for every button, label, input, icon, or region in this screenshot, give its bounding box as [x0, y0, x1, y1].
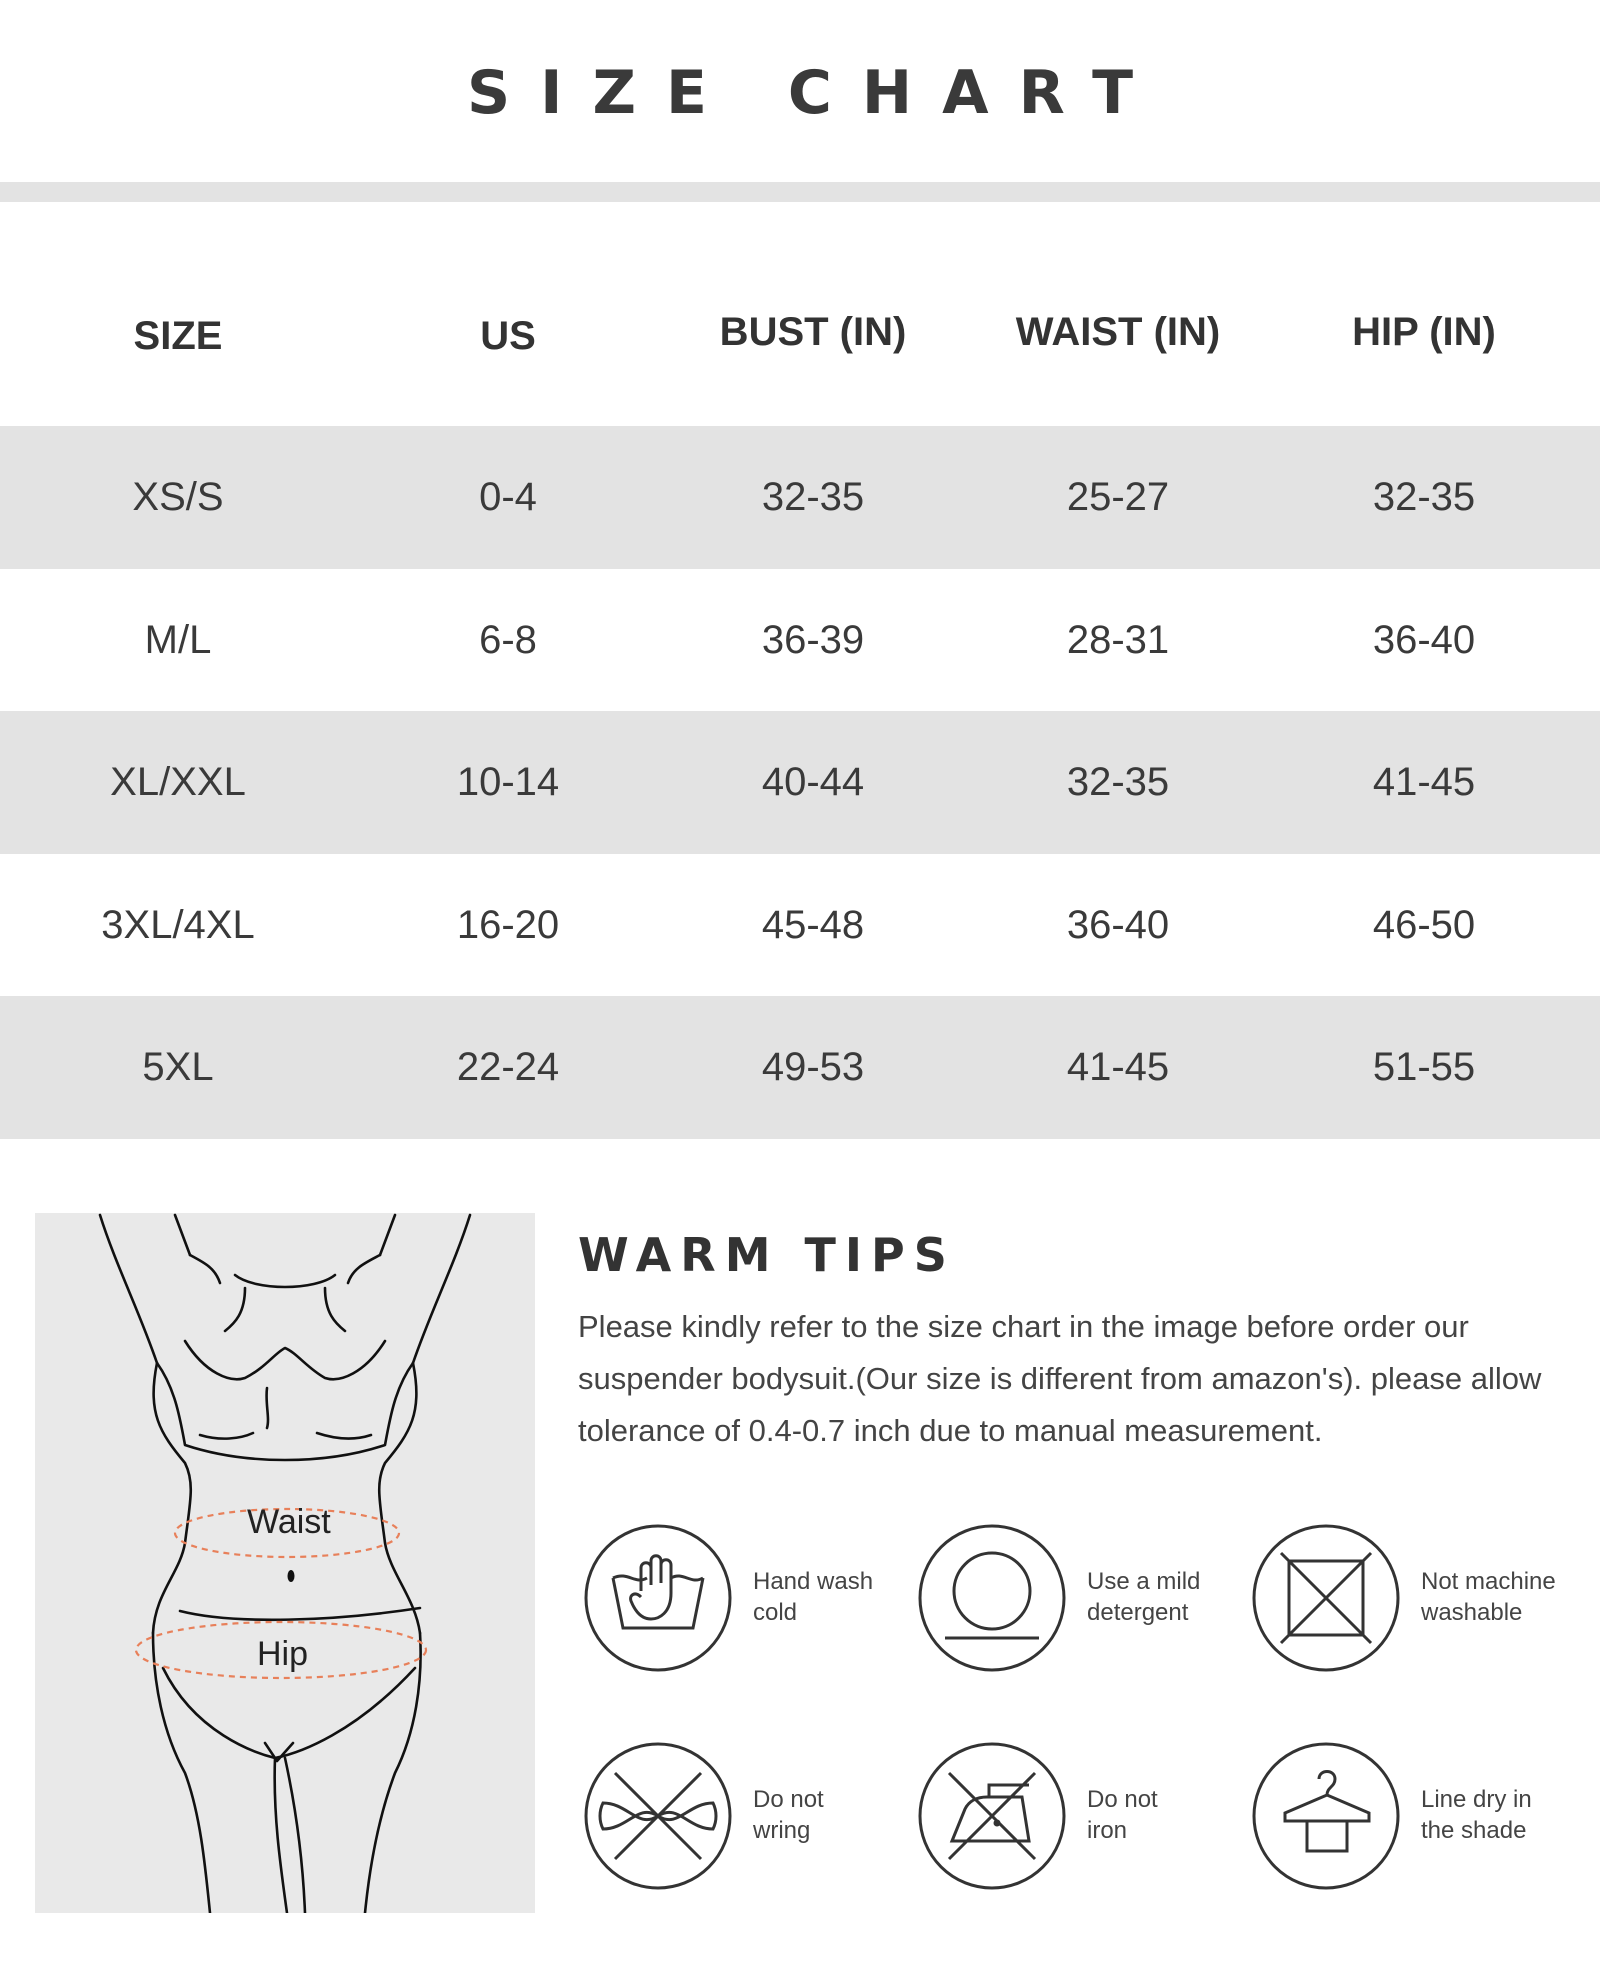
- col-header-waist: WAIST (IN): [1015, 310, 1221, 354]
- cell-hip: 46-50: [1372, 902, 1476, 947]
- warm-tips-heading: WARM TIPS: [578, 1228, 956, 1282]
- navel-dot: [288, 1570, 295, 1582]
- cell-bust: 32-35: [761, 475, 865, 519]
- cell-hip: 51-55: [1372, 1045, 1476, 1089]
- cell-hip: 32-35: [1372, 475, 1476, 519]
- divider: [0, 182, 1600, 202]
- cell-waist: 36-40: [1066, 902, 1170, 947]
- no-wring-icon: [583, 1741, 733, 1891]
- cell-bust: 49-53: [761, 1045, 865, 1089]
- cell-size: 3XL/4XL: [101, 902, 255, 947]
- col-header-size: SIZE: [133, 314, 223, 358]
- body-measurement-figure: [35, 1213, 535, 1913]
- table-row: [0, 426, 1600, 569]
- cell-waist: 28-31: [1066, 617, 1170, 662]
- care-label: Not machine washable: [1421, 1568, 1556, 1626]
- no-iron-icon: [917, 1741, 1067, 1891]
- cell-us: 10-14: [456, 760, 560, 804]
- table-row: [0, 854, 1600, 996]
- col-header-hip: HIP (IN): [1352, 310, 1496, 354]
- care-item-hand-wash: [583, 1523, 923, 1683]
- care-label: Do not wring: [753, 1786, 824, 1844]
- care-label: Do not iron: [1087, 1786, 1158, 1844]
- cell-size: XL/XXL: [110, 760, 246, 804]
- care-item-no-wring: [583, 1741, 923, 1901]
- cell-us: 22-24: [456, 1045, 560, 1089]
- hand-wash-icon: [583, 1523, 733, 1673]
- warm-tips-text: Please kindly refer to the size chart in the image before order our suspender bodysuit.(Our size is different from amazon's). please allow tolerance of 0.4-0.7 inch due to manual measurement.: [578, 1309, 1542, 1448]
- cell-us: 16-20: [456, 902, 560, 947]
- cell-size: 5XL: [142, 1045, 214, 1089]
- table-row: [0, 996, 1600, 1139]
- waist-label: Waist: [247, 1503, 331, 1541]
- line-dry-shade-icon: [1251, 1741, 1401, 1891]
- care-label: Hand wash cold: [753, 1568, 874, 1626]
- cell-hip: 41-45: [1372, 760, 1476, 804]
- cell-bust: 45-48: [761, 902, 865, 947]
- mild-detergent-icon: [917, 1523, 1067, 1673]
- care-item-no-machine-wash: [1251, 1523, 1591, 1683]
- care-item-no-iron: [917, 1741, 1257, 1901]
- cell-us: 6-8: [479, 617, 537, 662]
- no-machine-wash-icon: [1251, 1523, 1401, 1673]
- cell-us: 0-4: [479, 475, 537, 519]
- table-header: [0, 284, 1600, 384]
- care-item-mild-detergent: [917, 1523, 1257, 1683]
- col-header-us: US: [480, 314, 536, 358]
- care-label: Line dry in the shade: [1421, 1786, 1532, 1844]
- cell-hip: 36-40: [1372, 617, 1476, 662]
- cell-size: M/L: [144, 617, 212, 662]
- table-row: [0, 711, 1600, 854]
- cell-waist: 41-45: [1066, 1045, 1170, 1089]
- cell-bust: 36-39: [761, 617, 865, 662]
- cell-waist: 25-27: [1066, 475, 1170, 519]
- body-outline-drawing: [35, 1213, 535, 1913]
- care-label: Use a mild detergent: [1087, 1568, 1201, 1626]
- care-item-line-dry: [1251, 1741, 1591, 1901]
- col-header-bust: BUST (IN): [719, 310, 907, 354]
- cell-bust: 40-44: [761, 760, 865, 804]
- cell-size: XS/S: [132, 475, 224, 519]
- hip-label: Hip: [257, 1635, 309, 1673]
- page-title: SIZE CHART: [466, 58, 1164, 128]
- cell-waist: 32-35: [1066, 760, 1170, 804]
- table-row: [0, 569, 1600, 711]
